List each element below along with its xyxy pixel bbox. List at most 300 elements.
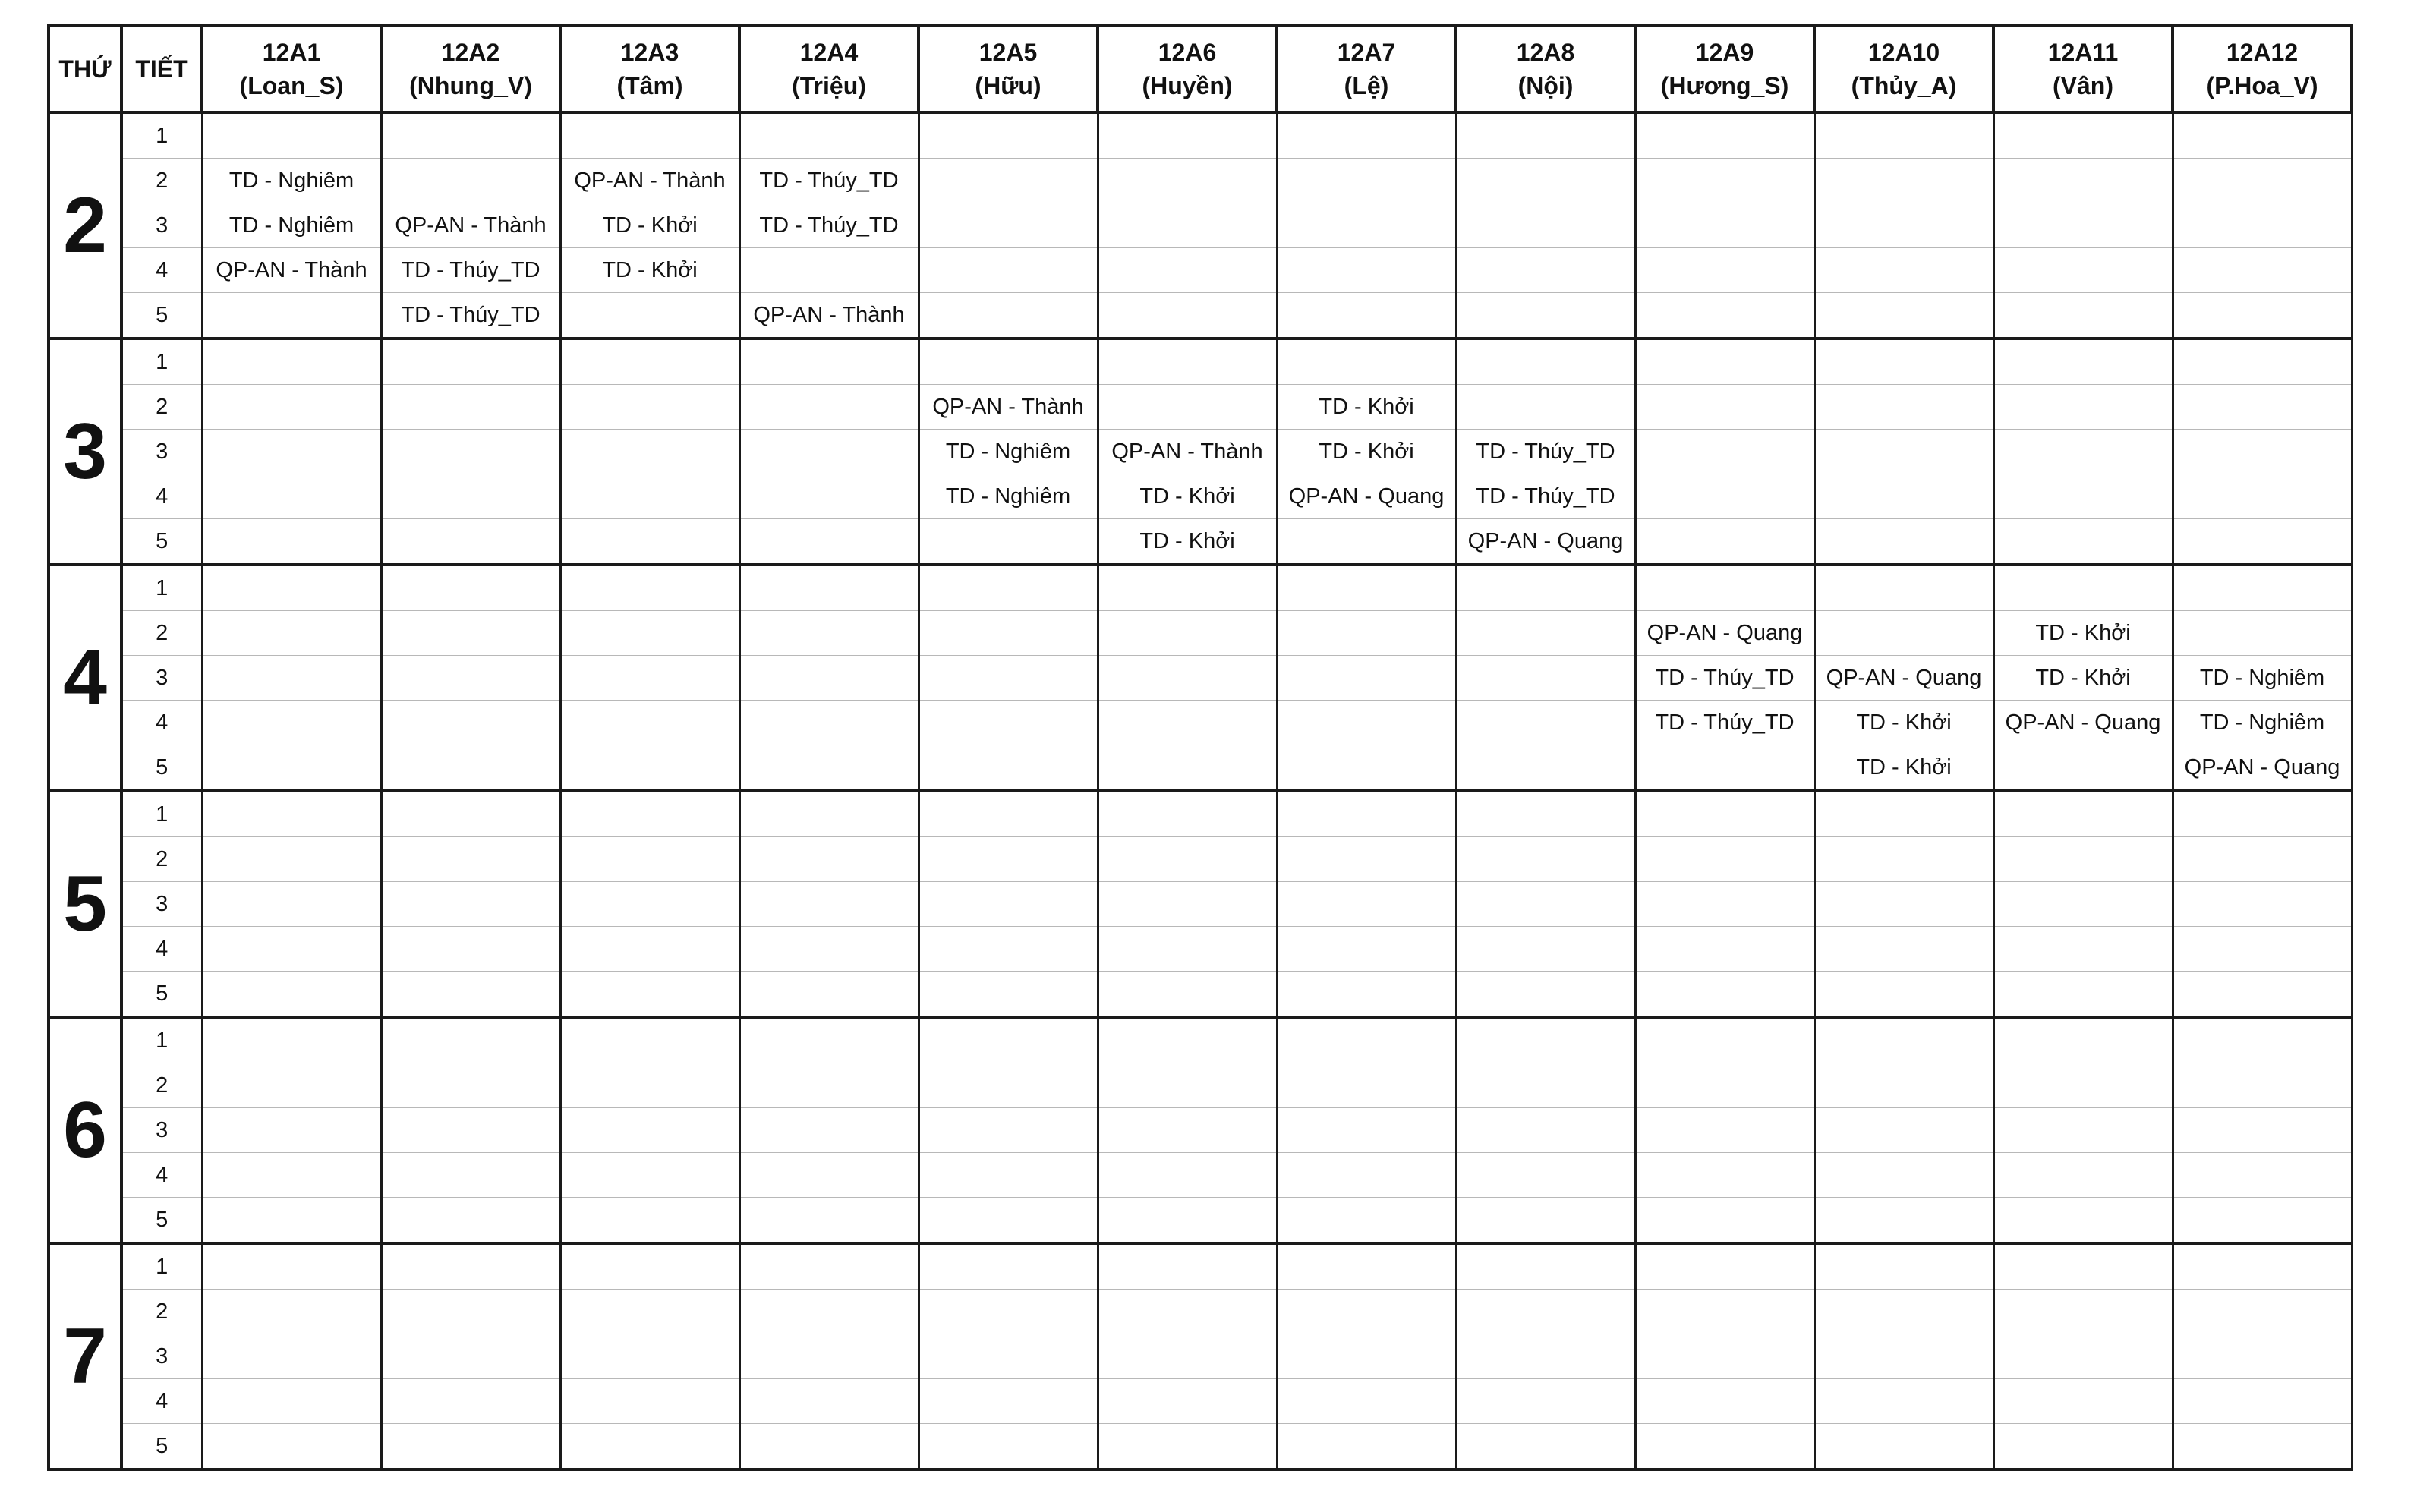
day-label: 3 [49, 339, 121, 565]
lesson-cell [1277, 339, 1456, 385]
period-number: 5 [121, 1198, 202, 1244]
lesson-cell [739, 1243, 919, 1290]
lesson-cell: QP-AN - Quang [1277, 474, 1456, 519]
lesson-cell [1993, 1290, 2173, 1334]
lesson-cell [1098, 1153, 1277, 1198]
lesson-cell [2173, 248, 2352, 293]
lesson-cell [1456, 972, 1635, 1018]
lesson-cell [1635, 248, 1814, 293]
lesson-cell [919, 1290, 1098, 1334]
period-row [49, 1153, 2352, 1198]
lesson-cell [1456, 248, 1635, 293]
lesson-cell [2173, 1334, 2352, 1379]
lesson-cell [2173, 203, 2352, 248]
lesson-cell [1814, 339, 1993, 385]
lesson-cell [1814, 159, 1993, 203]
lesson-cell [2173, 159, 2352, 203]
lesson-cell [1098, 1290, 1277, 1334]
period-row [49, 1334, 2352, 1379]
lesson-cell [919, 1424, 1098, 1470]
period-row [49, 745, 2352, 792]
period-row [49, 474, 2352, 519]
lesson-cell [1635, 745, 1814, 792]
lesson-cell [2173, 837, 2352, 882]
lesson-cell [1098, 882, 1277, 927]
lesson-cell [1993, 293, 2173, 339]
lesson-cell [1814, 385, 1993, 430]
period-number: 3 [121, 1334, 202, 1379]
lesson-cell [739, 701, 919, 745]
lesson-cell [1993, 1153, 2173, 1198]
homeroom-teacher: (P.Hoa_V) [2206, 72, 2318, 99]
lesson-cell [381, 927, 560, 972]
lesson-cell [919, 1198, 1098, 1244]
day-label: 7 [49, 1243, 121, 1469]
lesson-cell [1277, 611, 1456, 656]
homeroom-teacher: (Loan_S) [239, 72, 344, 99]
lesson-cell [202, 1379, 381, 1424]
day-label: 6 [49, 1017, 121, 1243]
lesson-cell: TD - Nghiêm [919, 474, 1098, 519]
lesson-cell [560, 1198, 739, 1244]
lesson-cell: TD - Nghiêm [2173, 656, 2352, 701]
lesson-cell [1456, 385, 1635, 430]
lesson-cell [1456, 293, 1635, 339]
lesson-cell [739, 430, 919, 474]
period-number: 5 [121, 519, 202, 565]
lesson-cell [1277, 972, 1456, 1018]
lesson-cell [739, 112, 919, 159]
lesson-cell [560, 1290, 739, 1334]
lesson-cell [1993, 1424, 2173, 1470]
lesson-cell [1456, 1379, 1635, 1424]
period-row [49, 1063, 2352, 1108]
lesson-cell [1277, 701, 1456, 745]
lesson-cell: TD - Khởi [1098, 519, 1277, 565]
lesson-cell [1098, 293, 1277, 339]
day-column-header: THỨ [49, 26, 121, 112]
lesson-cell [1456, 159, 1635, 203]
lesson-cell [1456, 1243, 1635, 1290]
lesson-cell [202, 611, 381, 656]
lesson-cell: TD - Khởi [1098, 474, 1277, 519]
lesson-cell [1814, 1243, 1993, 1290]
lesson-cell [1814, 1424, 1993, 1470]
class-code: 12A4 [799, 39, 859, 66]
lesson-cell [1456, 1108, 1635, 1153]
lesson-cell [1635, 519, 1814, 565]
lesson-cell [381, 1334, 560, 1379]
lesson-cell [1635, 203, 1814, 248]
homeroom-teacher: (Huyền) [1142, 72, 1233, 99]
lesson-cell [739, 972, 919, 1018]
class-column-header [1993, 26, 2173, 112]
lesson-cell [1456, 656, 1635, 701]
lesson-cell: TD - Khởi [1993, 611, 2173, 656]
lesson-cell: TD - Nghiêm [2173, 701, 2352, 745]
lesson-cell [1456, 1290, 1635, 1334]
lesson-cell [1814, 565, 1993, 611]
lesson-cell [560, 1424, 739, 1470]
lesson-cell [1635, 972, 1814, 1018]
lesson-cell [919, 701, 1098, 745]
lesson-cell [739, 882, 919, 927]
lesson-cell [1098, 1334, 1277, 1379]
period-column-header: TIẾT [121, 26, 202, 112]
lesson-cell [1993, 791, 2173, 837]
lesson-cell [1098, 837, 1277, 882]
period-number: 4 [121, 248, 202, 293]
period-number: 5 [121, 1424, 202, 1470]
lesson-cell [560, 927, 739, 972]
lesson-cell [1456, 701, 1635, 745]
lesson-cell [919, 882, 1098, 927]
lesson-cell [1098, 385, 1277, 430]
lesson-cell [1277, 159, 1456, 203]
class-code: 12A1 [262, 39, 321, 66]
lesson-cell [1814, 1063, 1993, 1108]
lesson-cell [2173, 1108, 2352, 1153]
lesson-cell [560, 791, 739, 837]
timetable [47, 24, 2353, 1471]
lesson-cell [1098, 565, 1277, 611]
period-number: 1 [121, 1017, 202, 1063]
lesson-cell [202, 1290, 381, 1334]
homeroom-teacher: (Vân) [2053, 72, 2113, 99]
lesson-cell [1993, 203, 2173, 248]
lesson-cell [739, 1290, 919, 1334]
period-row [49, 611, 2352, 656]
lesson-cell [1098, 701, 1277, 745]
lesson-cell: TD - Thúy_TD [381, 248, 560, 293]
class-column-header [1277, 26, 1456, 112]
lesson-cell [919, 1017, 1098, 1063]
lesson-cell [1635, 1379, 1814, 1424]
period-row [49, 565, 2352, 611]
class-column-header [739, 26, 919, 112]
lesson-cell [2173, 474, 2352, 519]
class-code: 12A10 [1867, 39, 1940, 66]
lesson-cell [202, 1334, 381, 1379]
lesson-cell [560, 611, 739, 656]
period-number: 5 [121, 972, 202, 1018]
class-code: 12A8 [1516, 39, 1575, 66]
lesson-cell [2173, 1424, 2352, 1470]
period-number: 3 [121, 1108, 202, 1153]
lesson-cell [1814, 112, 1993, 159]
period-row [49, 1108, 2352, 1153]
lesson-cell [1993, 248, 2173, 293]
lesson-cell [739, 248, 919, 293]
period-row [49, 656, 2352, 701]
lesson-cell [381, 1379, 560, 1424]
lesson-cell [1456, 112, 1635, 159]
lesson-cell [202, 1198, 381, 1244]
lesson-cell [1993, 745, 2173, 792]
lesson-cell [202, 339, 381, 385]
lesson-cell [919, 565, 1098, 611]
lesson-cell [560, 837, 739, 882]
lesson-cell [1993, 972, 2173, 1018]
lesson-cell [381, 1424, 560, 1470]
homeroom-teacher: (Nội) [1517, 72, 1574, 99]
lesson-cell [560, 1017, 739, 1063]
lesson-cell [1098, 112, 1277, 159]
lesson-cell [381, 430, 560, 474]
homeroom-teacher: (Thủy_A) [1851, 72, 1957, 99]
period-row [49, 519, 2352, 565]
lesson-cell: QP-AN - Quang [1635, 611, 1814, 656]
lesson-cell: TD - Thúy_TD [739, 159, 919, 203]
lesson-cell [560, 430, 739, 474]
lesson-cell [739, 519, 919, 565]
lesson-cell [739, 1108, 919, 1153]
class-column-header [381, 26, 560, 112]
lesson-cell [1456, 745, 1635, 792]
lesson-cell [202, 1017, 381, 1063]
lesson-cell [1814, 1334, 1993, 1379]
lesson-cell [1993, 882, 2173, 927]
day-label: 4 [49, 565, 121, 791]
lesson-cell [1993, 927, 2173, 972]
lesson-cell [739, 1153, 919, 1198]
lesson-cell [381, 611, 560, 656]
lesson-cell [2173, 1063, 2352, 1108]
lesson-cell [1098, 1108, 1277, 1153]
lesson-cell [1993, 519, 2173, 565]
lesson-cell [1456, 1334, 1635, 1379]
lesson-cell [560, 745, 739, 792]
lesson-cell [1098, 656, 1277, 701]
lesson-cell [202, 474, 381, 519]
lesson-cell [739, 1017, 919, 1063]
lesson-cell [2173, 293, 2352, 339]
lesson-cell [2173, 1290, 2352, 1334]
period-number: 1 [121, 791, 202, 837]
period-number: 4 [121, 1379, 202, 1424]
lesson-cell [1098, 159, 1277, 203]
lesson-cell [1456, 882, 1635, 927]
lesson-cell [1814, 791, 1993, 837]
lesson-cell [381, 882, 560, 927]
lesson-cell [560, 519, 739, 565]
lesson-cell [381, 1017, 560, 1063]
lesson-cell [202, 385, 381, 430]
lesson-cell [560, 112, 739, 159]
lesson-cell: QP-AN - Thành [1098, 430, 1277, 474]
lesson-cell [560, 293, 739, 339]
lesson-cell [739, 1424, 919, 1470]
lesson-cell [2173, 1153, 2352, 1198]
lesson-cell [381, 1063, 560, 1108]
lesson-cell [1277, 1063, 1456, 1108]
lesson-cell [560, 1243, 739, 1290]
lesson-cell [1993, 837, 2173, 882]
lesson-cell [739, 385, 919, 430]
period-row [49, 385, 2352, 430]
lesson-cell [1814, 927, 1993, 972]
lesson-cell [381, 112, 560, 159]
lesson-cell [1277, 203, 1456, 248]
lesson-cell: TD - Thúy_TD [739, 203, 919, 248]
lesson-cell [381, 745, 560, 792]
lesson-cell [919, 745, 1098, 792]
period-row [49, 701, 2352, 745]
lesson-cell [1456, 1063, 1635, 1108]
lesson-cell [560, 474, 739, 519]
lesson-cell [1993, 1243, 2173, 1290]
lesson-cell [560, 565, 739, 611]
class-column-header [1635, 26, 1814, 112]
lesson-cell [1814, 474, 1993, 519]
lesson-cell [202, 1153, 381, 1198]
lesson-cell [202, 1243, 381, 1290]
lesson-cell [202, 293, 381, 339]
lesson-cell [1814, 837, 1993, 882]
lesson-cell [1814, 519, 1993, 565]
lesson-cell: TD - Thúy_TD [381, 293, 560, 339]
lesson-cell [381, 519, 560, 565]
lesson-cell [1098, 1063, 1277, 1108]
timetable-container [47, 24, 2353, 1471]
lesson-cell [560, 339, 739, 385]
lesson-cell [919, 1063, 1098, 1108]
period-row [49, 1290, 2352, 1334]
period-number: 1 [121, 565, 202, 611]
lesson-cell [202, 430, 381, 474]
class-column-header [1814, 26, 1993, 112]
lesson-cell [1277, 791, 1456, 837]
day-label: 5 [49, 791, 121, 1017]
lesson-cell [739, 791, 919, 837]
lesson-cell [1277, 1108, 1456, 1153]
period-row [49, 293, 2352, 339]
lesson-cell [919, 159, 1098, 203]
period-row [49, 1243, 2352, 1290]
lesson-cell: TD - Khởi [560, 203, 739, 248]
lesson-cell [381, 972, 560, 1018]
lesson-cell [2173, 385, 2352, 430]
lesson-cell [739, 611, 919, 656]
lesson-cell [739, 1379, 919, 1424]
lesson-cell [739, 339, 919, 385]
lesson-cell [739, 1063, 919, 1108]
lesson-cell [2173, 927, 2352, 972]
lesson-cell [919, 927, 1098, 972]
lesson-cell [1814, 203, 1993, 248]
lesson-cell [1277, 565, 1456, 611]
lesson-cell [1098, 927, 1277, 972]
lesson-cell [1814, 430, 1993, 474]
lesson-cell [1814, 972, 1993, 1018]
lesson-cell [1993, 1334, 2173, 1379]
period-row [49, 791, 2352, 837]
lesson-cell [381, 701, 560, 745]
lesson-cell [560, 1153, 739, 1198]
lesson-cell: QP-AN - Thành [202, 248, 381, 293]
lesson-cell [1277, 1290, 1456, 1334]
period-number: 3 [121, 882, 202, 927]
lesson-cell [1814, 1379, 1993, 1424]
lesson-cell [1993, 112, 2173, 159]
lesson-cell [202, 791, 381, 837]
class-code: 12A2 [441, 39, 500, 66]
lesson-cell [1635, 882, 1814, 927]
lesson-cell [1277, 1424, 1456, 1470]
lesson-cell [1098, 745, 1277, 792]
lesson-cell [1635, 1243, 1814, 1290]
lesson-cell [1635, 1290, 1814, 1334]
lesson-cell: TD - Khởi [1277, 385, 1456, 430]
period-number: 2 [121, 1290, 202, 1334]
lesson-cell [919, 1379, 1098, 1424]
period-row [49, 430, 2352, 474]
lesson-cell [2173, 339, 2352, 385]
class-code: 12A6 [1158, 39, 1217, 66]
class-code: 12A3 [620, 39, 679, 66]
lesson-cell: TD - Khởi [1277, 430, 1456, 474]
period-number: 5 [121, 293, 202, 339]
lesson-cell: TD - Nghiêm [202, 203, 381, 248]
lesson-cell [919, 112, 1098, 159]
lesson-cell [1635, 1198, 1814, 1244]
lesson-cell [1635, 837, 1814, 882]
lesson-cell [2173, 519, 2352, 565]
homeroom-teacher: (Nhung_V) [409, 72, 532, 99]
lesson-cell [739, 474, 919, 519]
lesson-cell [381, 1108, 560, 1153]
lesson-cell [202, 927, 381, 972]
period-row [49, 1017, 2352, 1063]
lesson-cell [1814, 1017, 1993, 1063]
lesson-cell [202, 112, 381, 159]
lesson-cell [919, 1108, 1098, 1153]
lesson-cell [1277, 1153, 1456, 1198]
lesson-cell [1993, 339, 2173, 385]
lesson-cell [1814, 1108, 1993, 1153]
lesson-cell [1993, 1017, 2173, 1063]
lesson-cell [2173, 972, 2352, 1018]
lesson-cell [1456, 837, 1635, 882]
lesson-cell [1098, 248, 1277, 293]
period-row [49, 203, 2352, 248]
header-row [49, 26, 2352, 112]
lesson-cell [2173, 565, 2352, 611]
lesson-cell: TD - Khởi [560, 248, 739, 293]
lesson-cell [1993, 1379, 2173, 1424]
lesson-cell [381, 791, 560, 837]
lesson-cell [1098, 1379, 1277, 1424]
period-number: 2 [121, 385, 202, 430]
class-code: 12A12 [2226, 39, 2299, 66]
lesson-cell [919, 837, 1098, 882]
lesson-cell [739, 565, 919, 611]
lesson-cell [560, 1063, 739, 1108]
lesson-cell [1098, 1017, 1277, 1063]
lesson-cell [1814, 1198, 1993, 1244]
period-number: 1 [121, 339, 202, 385]
period-row [49, 159, 2352, 203]
period-number: 4 [121, 474, 202, 519]
lesson-cell [1456, 791, 1635, 837]
lesson-cell [919, 1153, 1098, 1198]
period-number: 2 [121, 611, 202, 656]
period-row [49, 112, 2352, 159]
timetable-body [49, 112, 2352, 1469]
lesson-cell [1635, 791, 1814, 837]
lesson-cell [1277, 882, 1456, 927]
lesson-cell: TD - Thúy_TD [1456, 474, 1635, 519]
